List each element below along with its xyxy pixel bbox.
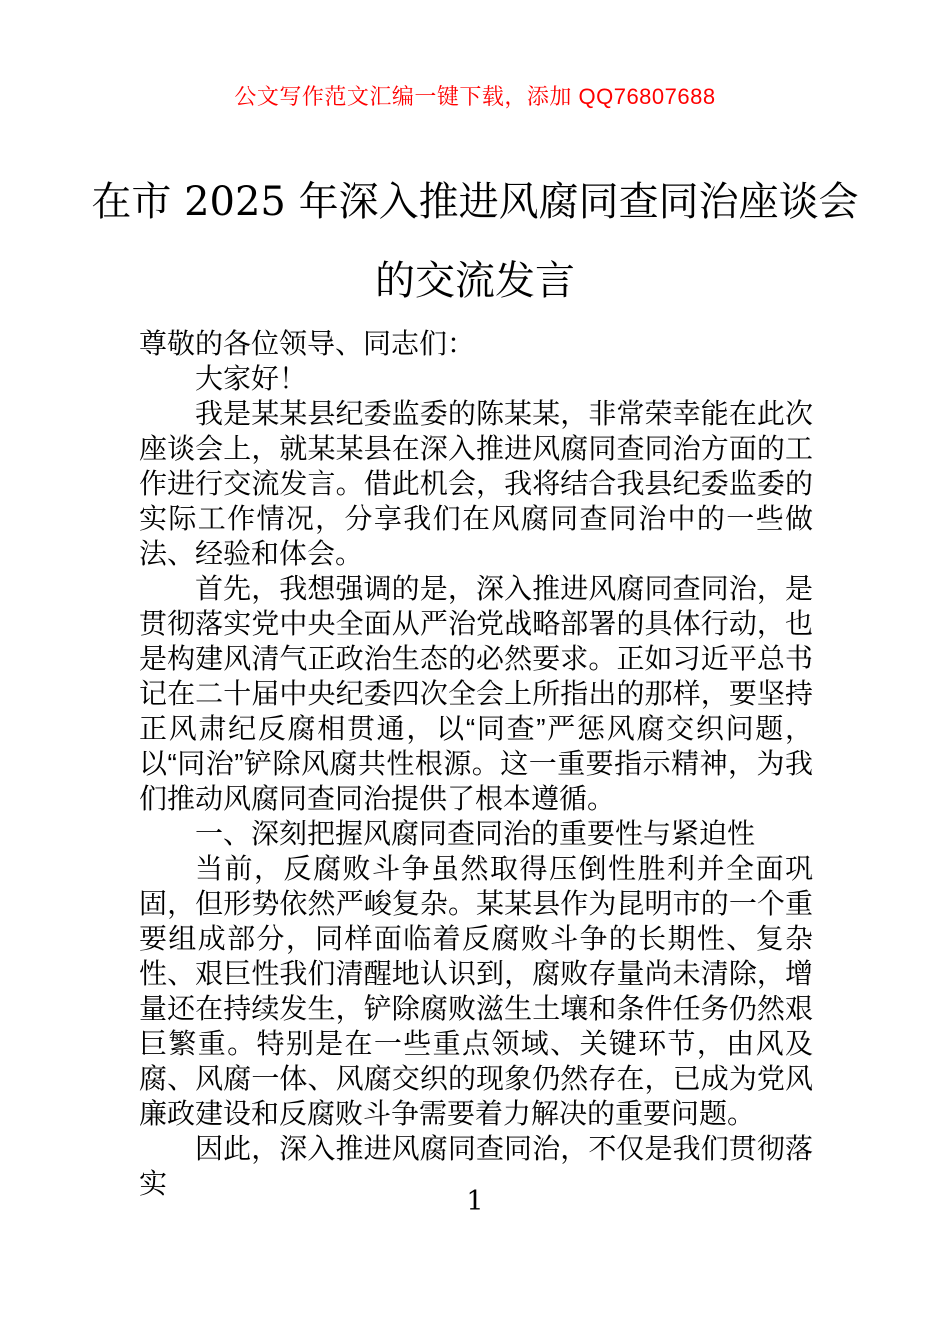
promo-header-text: 公文写作范文汇编一键下载，添加 QQ76807688 <box>234 84 716 109</box>
document-title-line-1: 在市 2025 年深入推进风腐同查同治座谈会 <box>91 179 859 225</box>
paragraph: 尊敬的各位领导、同志们： <box>139 328 476 359</box>
paragraph: 当前，反腐败斗争虽然取得压倒性胜利并全面巩固，但形势依然严峻复杂。某某县作为昆明市的一个重要组成部分，同样面临着反腐败斗争的长期性、复杂性、艰巨性我们清醒地认识到，腐败存量尚未清除，增量还在持续发生，铲除腐败滋生土壤和条件任务仍然艰巨繁重。特别是在一些重点领域、关键环节，由风及腐、风腐一体、风腐交织的现象仍然存在，已成为党风廉政建设和反腐败斗争需要着力解决的重要问题。 <box>139 853 813 1129</box>
document-title-line-2: 的交流发言 <box>375 258 575 304</box>
document-title <box>75 163 875 321</box>
paragraph: 大家好！ <box>195 363 308 394</box>
section-heading: 一、深刻把握风腐同查同治的重要性与紧迫性 <box>195 818 756 849</box>
paragraph: 因此，深入推进风腐同查同治，不仅是我们贯彻落实 <box>139 1133 813 1199</box>
page-number: 1 <box>466 1186 484 1217</box>
paragraph: 首先，我想强调的是，深入推进风腐同查同治，是贯彻落实党中央全面从严治党战略部署的具体行动，也是构建风清气正政治生态的必然要求。正如习近平总书记在二十届中央纪委四次全会上所指出的那样，要坚持正风肃纪反腐相贯通，以“同查”严惩风腐交织问题，以“同治”铲除风腐共性根源。这一重要指示精神，为我们推动风腐同查同治提供了根本遵循。 <box>139 573 813 814</box>
document-body <box>139 326 813 1201</box>
paragraph: 我是某某县纪委监委的陈某某，非常荣幸能在此次座谈会上，就某某县在深入推进风腐同查同治方面的工作进行交流发言。借此机会，我将结合我县纪委监委的实际工作情况，分享我们在风腐同查同治中的一些做法、经验和体会。 <box>139 398 813 569</box>
